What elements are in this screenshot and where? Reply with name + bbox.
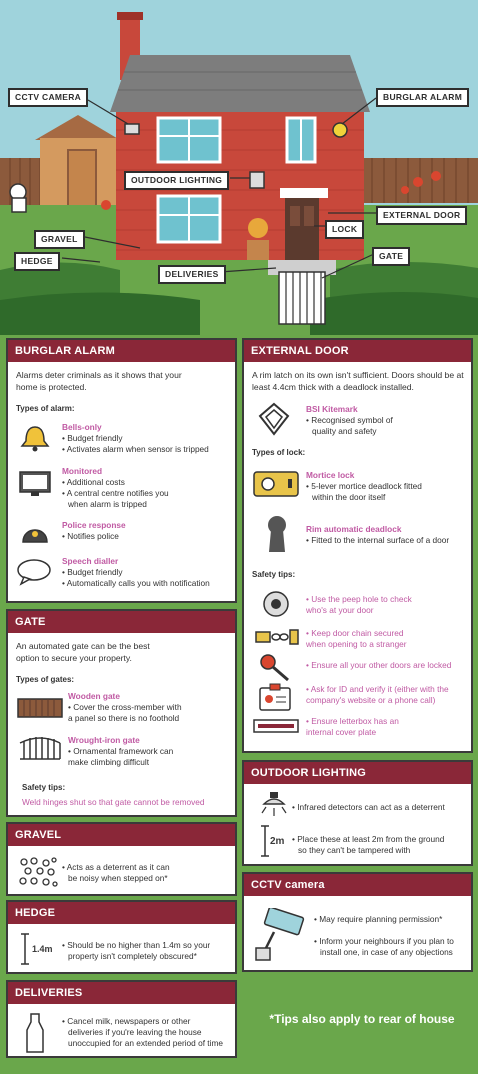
door-tip-peephole: • Use the peep hole to check who's at your door: [306, 594, 412, 615]
label-lock: LOCK: [325, 220, 364, 239]
panel-title: BURGLAR ALARM: [8, 340, 235, 362]
safety-heading: Safety tips:: [22, 783, 66, 792]
gravel-panel: [6, 822, 237, 896]
label-gate: GATE: [372, 247, 410, 266]
kitemark-info: BSI Kitemark • Recognised symbol of quality and safety: [306, 404, 393, 436]
footnote: *Tips also apply to rear of house: [269, 1012, 455, 1026]
intro-text: Alarms deter criminals as it shows that your home is protected.: [16, 370, 182, 392]
panel-title: HEDGE: [8, 902, 235, 924]
panel-title: GRAVEL: [8, 824, 235, 846]
gravel-icon: [18, 856, 58, 890]
deliveries-panel: [6, 980, 237, 1058]
keyhole-icon: [264, 514, 290, 554]
lighting-measure: 2m: [270, 836, 285, 847]
light-sensor-icon: [258, 790, 290, 818]
lock-type-mortice: Mortice lock • 5-lever mortice deadlock fitted within the door itself: [306, 470, 422, 502]
gate-type-wooden: Wooden gate • Cover the cross-member with a panel so there is no foothold: [68, 691, 182, 723]
lighting-tip-height: • Place these at least 2m from the ground so they can't be tampered with: [292, 834, 445, 855]
house-scene: [0, 0, 478, 335]
external-door-panel: [242, 338, 473, 753]
types-heading: Types of alarm:: [16, 404, 75, 413]
cctv-tip-permission: • May require planning permission*: [314, 914, 443, 924]
mortice-lock-icon: [252, 468, 302, 500]
iron-gate-icon: [16, 733, 64, 761]
door-tip-chain: • Keep door chain secured when opening to a stranger: [306, 628, 407, 649]
key-icon: [258, 652, 294, 682]
hedge-measure: 1.4m: [32, 944, 53, 954]
panel-title: GATE: [8, 611, 235, 633]
burglar-alarm-panel: [6, 338, 237, 603]
label-deliveries: DELIVERIES: [158, 265, 226, 284]
lock-heading: Types of lock:: [252, 448, 306, 457]
kitemark-icon: [258, 402, 290, 436]
deliveries-tip: • Cancel milk, newspapers or other deliveries if you're leaving the house unoccupied for an extended period of time: [62, 1016, 223, 1048]
lighting-tip-infrared: • Infrared detectors can act as a deterrent: [292, 802, 445, 812]
label-external-door: EXTERNAL DOOR: [376, 206, 467, 225]
gate-panel: [6, 609, 237, 817]
panel-title: OUTDOOR LIGHTING: [244, 762, 471, 784]
panel-title: CCTV camera: [244, 874, 471, 896]
label-hedge: HEDGE: [14, 252, 60, 271]
speech-bubble-icon: [16, 558, 52, 586]
door-chain-icon: [254, 624, 300, 650]
police-helmet-icon: [18, 518, 52, 546]
types-heading: Types of gates:: [16, 675, 75, 684]
label-burglar-alarm: BURGLAR ALARM: [376, 88, 469, 107]
door-tip-letterbox: • Ensure letterbox has an internal cover plate: [306, 716, 399, 737]
alarm-type-monitored: Monitored • Additional costs • A central centre notifies you when alarm is tripped: [62, 466, 169, 509]
id-badge-icon: [258, 682, 292, 712]
label-gravel: GRAVEL: [34, 230, 85, 249]
house-illustration: [0, 0, 478, 335]
height-measure-icon: [20, 932, 30, 966]
gate-type-iron: Wrought-iron gate • Ornamental framework can make climbing difficult: [68, 735, 174, 767]
intro-text: A rim latch on its own isn't sufficient. Doors should be at least 4.4cm thick with a deadlock installed.: [252, 370, 464, 392]
hedge-panel: [6, 900, 237, 974]
alarm-type-police: Police response • Notifies police: [62, 520, 126, 541]
gravel-tip: • Acts as a deterrent as it can be noisy when stepped on*: [62, 862, 170, 883]
door-tip-id: • Ask for ID and verify it (either with the company's website or a phone call): [306, 684, 449, 705]
panel-title: EXTERNAL DOOR: [244, 340, 471, 362]
cctv-camera-icon: [252, 908, 308, 964]
cctv-panel: [242, 872, 473, 972]
label-cctv-camera: CCTV CAMERA: [8, 88, 88, 107]
cctv-tip-neighbours: • Inform your neighbours if you plan to install one, in case of any objections: [314, 936, 454, 957]
lock-type-rim: Rim automatic deadlock • Fitted to the internal surface of a door: [306, 524, 450, 545]
alarm-type-speech: Speech dialler • Budget friendly • Automatically calls you with notification: [62, 556, 210, 588]
outdoor-lighting-panel: [242, 760, 473, 866]
wooden-gate-icon: [16, 693, 64, 719]
panel-title: DELIVERIES: [8, 982, 235, 1004]
intro-text: An automated gate can be the best option to secure your property.: [16, 641, 150, 663]
door-tip-locked: • Ensure all your other doors are locked: [306, 660, 452, 670]
hedge-tip: • Should be no higher than 1.4m so your property isn't completely obscured*: [62, 940, 211, 961]
milk-bottle-icon: [24, 1012, 46, 1054]
safety-heading: Safety tips:: [252, 570, 296, 579]
safety-tip: Weld hinges shut so that gate cannot be removed: [22, 797, 205, 807]
bell-icon: [18, 424, 52, 452]
alarm-type-bells: Bells-only • Budget friendly • Activates alarm when sensor is tripped: [62, 422, 209, 454]
label-outdoor-lighting: OUTDOOR LIGHTING: [124, 171, 229, 190]
monitor-icon: [18, 470, 52, 498]
height-measure-icon: [260, 824, 270, 858]
peephole-icon: [262, 590, 290, 618]
letterbox-icon: [252, 718, 302, 734]
